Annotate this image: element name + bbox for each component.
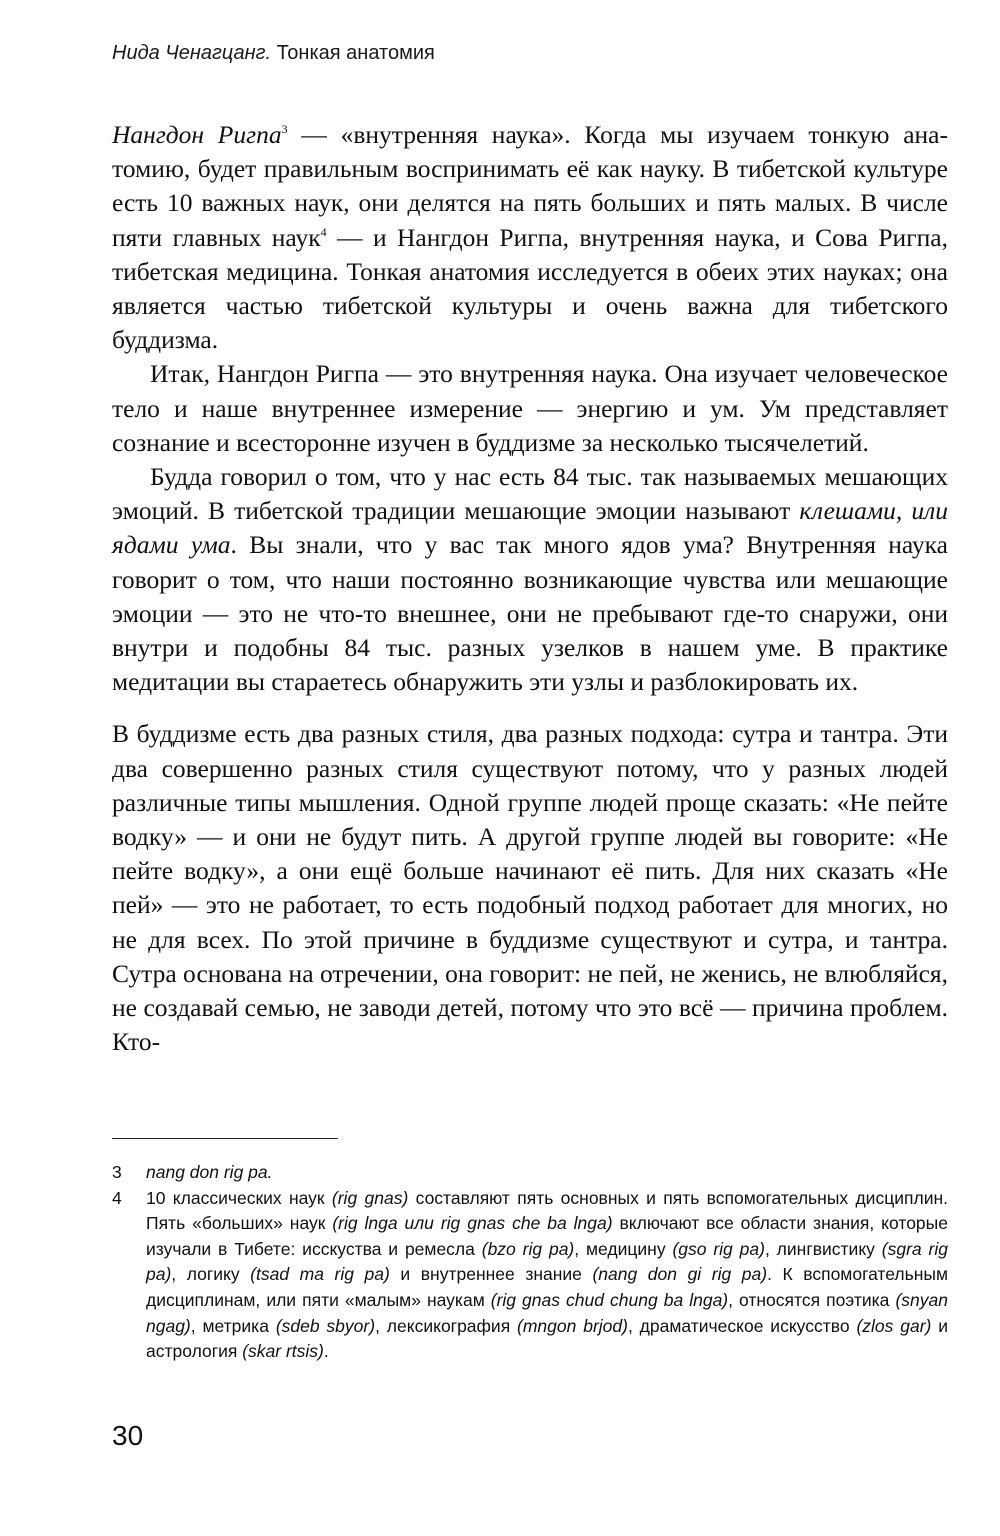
main-text [112,118,948,1059]
italic-klesha: клешами, или ядами ума [112,496,949,560]
footnote-4 [112,1186,948,1365]
footnote-text: nang don rig pa. [146,1162,273,1182]
page-number: 30 [112,1420,144,1451]
footnote-3 [112,1160,948,1186]
footnotes [112,1160,948,1365]
paragraph-1: Нангдон Ригпа$^3$ — «внутренняя наука». Когда мы изучаем тонкую анатомию, будет правильным воспринимать её как науку. В тибетской культуре есть 10 важных наук, они делятся на пять больших и пять малых. В числе пяти главных наук$^4$ — и Нангдон Ригпа, внутренняя наука, и Сова Ригпа, тибетская медицина. Тонкая анатомия исследуется в обеих этих науках; она является частью тибетской культуры и очень важна для тибетского буддизма. [112,120,948,355]
footnote-text: 10 классических наук (rig gnas) составляют пять основных и пять вспомогательных дисциплин. Пять «больших» наук (rig lnga или rig gnas che ba lnga) включают все области знания, которые изучали в Тибете: исскуства и ремесла (bzo rig pa), медицину (gso rig pa), лингвистику (sgra rig pa), логику (tsad ma rig pa) и внутреннее знание (nang don gi rig pa). К вспомогательным дисциплинам, или пяти «малым» наукам (rig gnas chud chung ba lnga), относятся поэтика (snyan ngag), метрика (sdeb sbyor), лексикография (mngon brjod), драматическое искусство (zlos gar) и астрология (skar rtsis). [146,1187,948,1362]
footnote-ref-4[interactable]: 4 [320,224,327,239]
paragraph-3: Будда говорил о том, что у нас есть 84 тыс. так называемых мешающих эмоций. В тибетской традиции мешающие эмоции называют клешами, или ядами ума. Вы знали, что у вас так много ядов ума? Внутренняя наука говорит о том, что наши постоянно возникающие чувства или мешающие эмоции — это не что-то внешнее, они не пребывают где-то снаружи, они внутри и подобны 84 тыс. разных узелков в нашем уме. В практике медитации вы стараетесь обнаружить эти узлы и разблокировать их. [112,462,949,697]
paragraph-4: В буддизме есть два разных стиля, два разных подхода: сутра и тантра. Эти два совершенно разных стиля существуют потому, что у разных людей различные типы мышления. Одной группе людей проще сказать: «Не пейте водку» — и они не будут пить. А другой группе людей вы говорите: «Не пейте водку», а они ещё больше начинают её пить. Для них сказать «Не пей» — это не работает, то есть подобный подход работает для многих, но не для всех. По этой причине в буддизме существуют и сутра, и тантра. Сутра основана на отречении, она говорит: не пей, не женись, не влюбляйся, не создавай семью, не заводи детей, потому что это всё — причина проблем. Кто- [112,719,948,1057]
paragraph-2: Итак, Нангдон Ригпа — это внутренняя наука. Она изучает человеческое тело и наше внутреннее измерение — энергию и ум. Ум представляет сознание и всесторонне изучен в буддизме за несколько тысячелетий. [112,359,948,457]
footnote-number: 4 [112,1187,122,1208]
term-nangdon-rigpa: Нангдон Ригпа [112,120,282,149]
footnote-ref-3[interactable]: 3 [281,122,288,136]
running-header [112,42,435,65]
footnote-number: 3 [112,1162,122,1182]
footnote-divider [112,1138,338,1139]
header-author: Нида Ченагцанг. [112,42,272,64]
header-title: Тонкая анатомия [271,42,435,64]
